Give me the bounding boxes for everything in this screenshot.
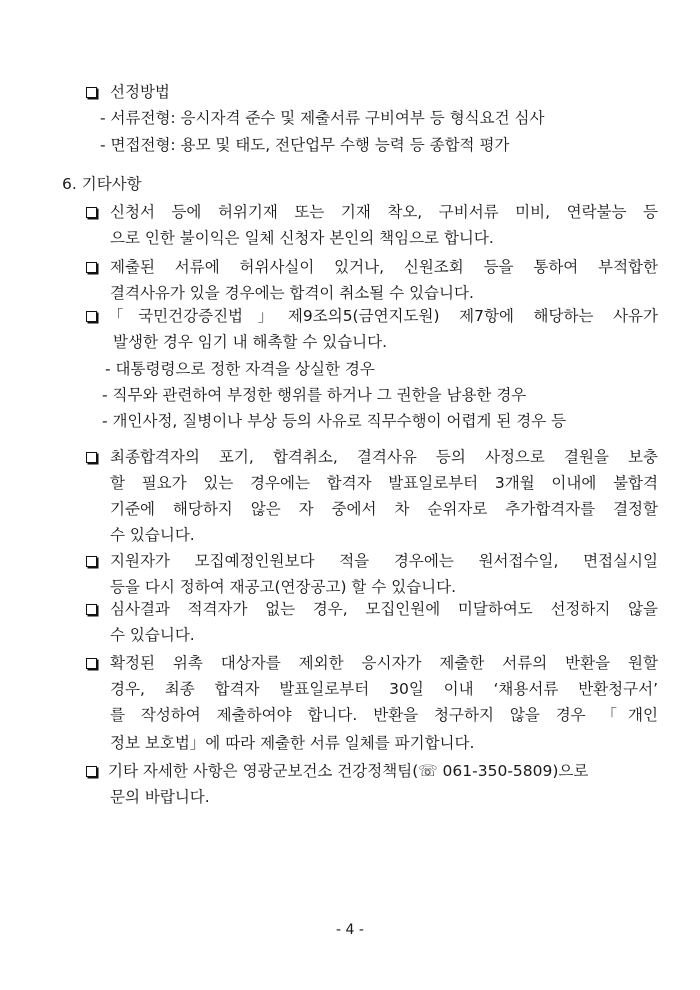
notice-line: 를 작성하여 제출하여야 합니다. 반환을 청구하지 않을 경우 「개인 bbox=[110, 706, 658, 724]
notice-line: 최종합격자의 포기, 합격취소, 결격사유 등의 사정으로 결원을 보충 bbox=[110, 448, 658, 466]
checkbox-bullet-icon bbox=[86, 262, 97, 273]
list-item: - 대통령령으로 정한 자격을 상실한 경우 bbox=[105, 360, 375, 378]
notice-line: 「국민건강증진법」제9조의5(금연지도원) 제7항에 해당하는 사유가 bbox=[108, 307, 658, 325]
notice-line: 할 필요가 있는 경우에는 합격자 발표일로부터 3개월 이내에 불합격 bbox=[110, 474, 658, 492]
notice-line: 수 있습니다. bbox=[110, 526, 195, 544]
checkbox-bullet-icon bbox=[86, 452, 97, 463]
checkbox-bullet-icon bbox=[86, 604, 97, 615]
section-title: 선정방법 bbox=[110, 83, 170, 101]
notice-line: 정보 보호법」에 따라 제출한 서류 일체를 파기합니다. bbox=[110, 734, 475, 752]
checkbox-bullet-icon bbox=[86, 556, 97, 567]
notice-line: 으로 인한 불이익은 일체 신청자 본인의 책임으로 합니다. bbox=[110, 229, 494, 247]
notice-line: 지원자가 모집예정인원보다 적을 경우에는 원서접수일, 면접실시일 bbox=[110, 552, 658, 570]
notice-line: 기타 자세한 사항은 영광군보건소 건강정책팀(☏ 061-350-5809)으로 bbox=[108, 762, 589, 780]
notice-line: 심사결과 적격자가 없는 경우, 모집인원에 미달하여도 선정하지 않을 bbox=[110, 600, 658, 618]
notice-line: 제출된 서류에 허위사실이 있거나, 신원조회 등을 통하여 부적합한 bbox=[110, 258, 658, 276]
checkbox-bullet-icon bbox=[86, 311, 97, 322]
notice-line: 결격사유가 있을 경우에는 합격이 취소될 수 있습니다. bbox=[110, 284, 474, 302]
list-item: - 직무와 관련하여 부정한 행위를 하거나 그 권한을 남용한 경우 bbox=[102, 386, 527, 404]
list-item: - 면접전형: 용모 및 태도, 전단업무 수행 능력 등 종합적 평가 bbox=[100, 136, 510, 154]
checkbox-bullet-icon bbox=[86, 766, 97, 777]
checkbox-bullet-icon bbox=[86, 658, 97, 669]
notice-line: 수 있습니다. bbox=[110, 626, 195, 644]
notice-line: 신청서 등에 허위기재 또는 기재 착오, 구비서류 미비, 연락불능 등 bbox=[110, 203, 658, 221]
page-number: - 4 - bbox=[336, 922, 364, 938]
section-heading: 6. 기타사항 bbox=[62, 175, 142, 193]
checkbox-bullet-icon bbox=[86, 87, 97, 98]
list-item: - 서류전형: 응시자격 준수 및 제출서류 구비여부 등 형식요건 심사 bbox=[100, 109, 545, 127]
notice-line: 기준에 해당하지 않은 자 중에서 차 순위자로 추가합격자를 결정할 bbox=[110, 500, 658, 518]
list-item: - 개인사정, 질병이나 부상 등의 사유로 직무수행이 어렵게 된 경우 등 bbox=[102, 412, 567, 430]
checkbox-bullet-icon bbox=[86, 207, 97, 218]
notice-line: 문의 바랍니다. bbox=[110, 788, 210, 806]
notice-line: 발생한 경우 임기 내 해촉할 수 있습니다. bbox=[113, 333, 388, 351]
notice-line: 경우, 최종 합격자 발표일로부터 30일 이내 ‘채용서류 반환청구서’ bbox=[110, 680, 658, 698]
notice-line: 확정된 위촉 대상자를 제외한 응시자가 제출한 서류의 반환을 원할 bbox=[110, 654, 658, 672]
notice-line: 등을 다시 정하여 재공고(연장공고) 할 수 있습니다. bbox=[110, 578, 457, 596]
